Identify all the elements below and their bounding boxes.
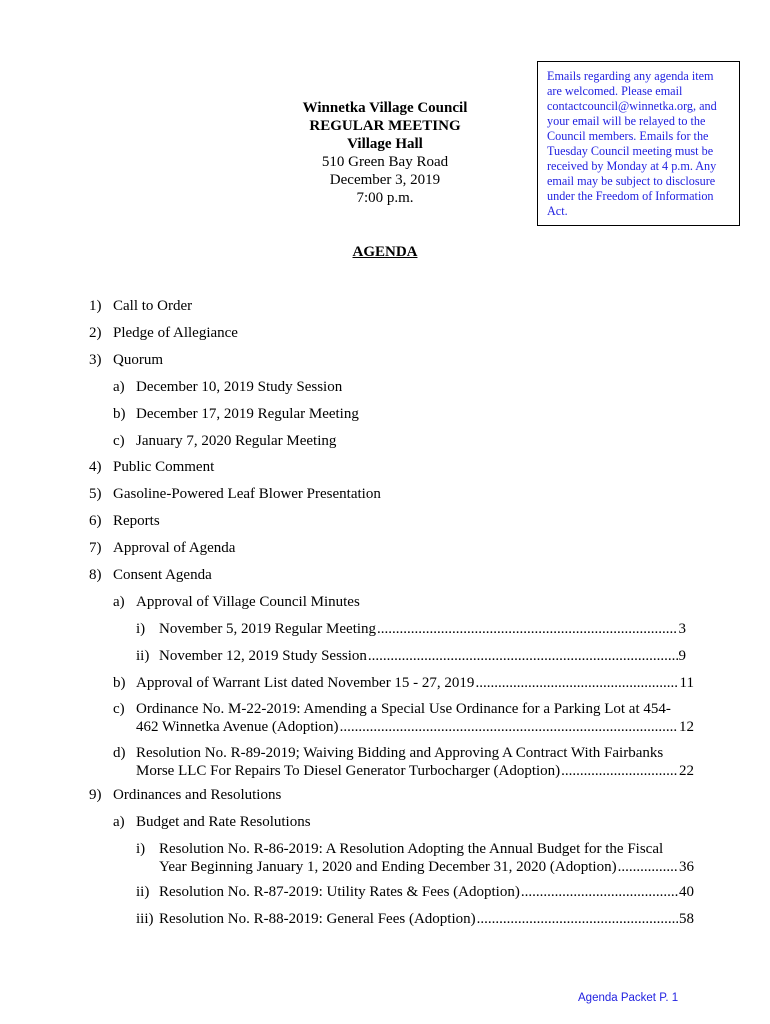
page-number: 40 [679, 884, 694, 900]
meeting-type: REGULAR MEETING [309, 118, 461, 134]
meeting-address: 510 Green Bay Road [321, 154, 449, 170]
item-text: Budget and Rate Resolutions [136, 814, 311, 830]
dot-leader [477, 910, 678, 928]
meeting-date: December 3, 2019 [329, 172, 441, 188]
council-name: Winnetka Village Council [302, 100, 468, 116]
page-number: 22 [679, 763, 694, 779]
leader-line [159, 883, 694, 901]
item-number: ii) [136, 884, 150, 900]
item-number: a) [113, 379, 125, 395]
agenda-title: AGENDA [352, 244, 418, 260]
item-number: b) [113, 406, 126, 422]
notice-line: Emails regarding any agenda item [547, 69, 714, 83]
item-number: b) [113, 675, 126, 691]
item-number: 4) [89, 459, 102, 475]
item-number: a) [113, 814, 125, 830]
item-number: d) [113, 745, 126, 761]
item-text: Approval of Warrant List dated November 15 - 27, 2019 [136, 675, 475, 691]
item-text: Resolution No. R-86-2019: A Resolution Adopting the Annual Budget for the Fiscal [159, 841, 664, 857]
notice-line: received by Monday at 4 p.m. Any [547, 159, 717, 173]
page-footer: Agenda Packet P. 1 [578, 992, 679, 1004]
item-text: December 10, 2019 Study Session [136, 379, 343, 395]
item-text: Reports [113, 513, 160, 529]
notice-line: email may be subject to disclosure [547, 174, 716, 188]
leader-line [136, 762, 694, 780]
item-number: a) [113, 594, 125, 610]
item-text: Resolution No. R-89-2019; Waiving Bidding and Approving A Contract With Fairbanks [136, 745, 664, 761]
meeting-location: Village Hall [347, 136, 423, 152]
email-notice-box [537, 61, 740, 226]
item-number: c) [113, 433, 125, 449]
item-text: November 12, 2019 Study Session [159, 648, 367, 664]
item-number: 5) [89, 486, 102, 502]
dot-leader [340, 718, 678, 736]
leader-line [136, 674, 694, 692]
page-number: 12 [679, 719, 694, 735]
item-text: Ordinances and Resolutions [113, 787, 282, 803]
item-text: Call to Order [113, 298, 193, 314]
item-number: c) [113, 701, 125, 717]
dot-leader [475, 674, 678, 692]
item-text: Pledge of Allegiance [113, 325, 238, 341]
notice-line: contactcouncil@winnetka.org, and [547, 99, 717, 113]
item-text: Gasoline-Powered Leaf Blower Presentation [113, 486, 381, 502]
page-number: 58 [679, 911, 694, 927]
item-text: Approval of Village Council Minutes [136, 594, 360, 610]
item-text: 462 Winnetka Avenue (Adoption) [136, 719, 339, 735]
item-number: iii) [136, 911, 154, 927]
dot-leader [521, 883, 678, 901]
notice-line: under the Freedom of Information [547, 189, 714, 203]
item-number: 7) [89, 540, 102, 556]
item-text: November 5, 2019 Regular Meeting [159, 621, 377, 637]
dot-leader [618, 858, 678, 876]
item-text: January 7, 2020 Regular Meeting [136, 433, 337, 449]
item-number: 2) [89, 325, 102, 341]
notice-line: Act. [547, 204, 568, 218]
item-text: Quorum [113, 352, 163, 368]
notice-line: Council members. Emails for the [547, 129, 709, 143]
item-text: December 17, 2019 Regular Meeting [136, 406, 359, 422]
leader-line [159, 858, 694, 876]
item-text: Year Beginning January 1, 2020 and Ending December 31, 2020 (Adoption) [159, 859, 617, 875]
item-text: Consent Agenda [113, 567, 212, 583]
item-text: Resolution No. R-87-2019: Utility Rates & Fees (Adoption) [159, 884, 520, 900]
item-number: 1) [89, 298, 102, 314]
dot-leader [368, 647, 678, 665]
leader-line [136, 718, 694, 736]
item-number: 3) [89, 352, 102, 368]
leader-line [159, 910, 694, 928]
page-number: 11 [679, 675, 694, 691]
page-number: 9 [678, 648, 686, 664]
item-number: 8) [89, 567, 102, 583]
leader-line [159, 620, 686, 638]
notice-line: your email will be relayed to the [547, 114, 706, 128]
item-number: 9) [89, 787, 102, 803]
dot-leader [377, 620, 677, 638]
page-number: 36 [679, 859, 694, 875]
notice-line: are welcomed. Please email [547, 84, 683, 98]
meeting-header [260, 99, 510, 207]
meeting-time: 7:00 p.m. [356, 190, 414, 206]
item-number: 6) [89, 513, 102, 529]
item-text: Public Comment [113, 459, 215, 475]
page-number: 3 [678, 621, 686, 637]
notice-line: Tuesday Council meeting must be [547, 144, 714, 158]
item-text: Ordinance No. M-22-2019: Amending a Special Use Ordinance for a Parking Lot at 454- [136, 701, 671, 717]
item-text: Resolution No. R-88-2019: General Fees (Adoption) [159, 911, 476, 927]
dot-leader [561, 762, 678, 780]
item-number: ii) [136, 648, 150, 664]
item-text: Morse LLC For Repairs To Diesel Generator Turbocharger (Adoption) [136, 763, 561, 779]
item-text: Approval of Agenda [113, 540, 236, 556]
item-number: i) [136, 841, 146, 857]
leader-line [159, 647, 686, 665]
item-number: i) [136, 621, 146, 637]
